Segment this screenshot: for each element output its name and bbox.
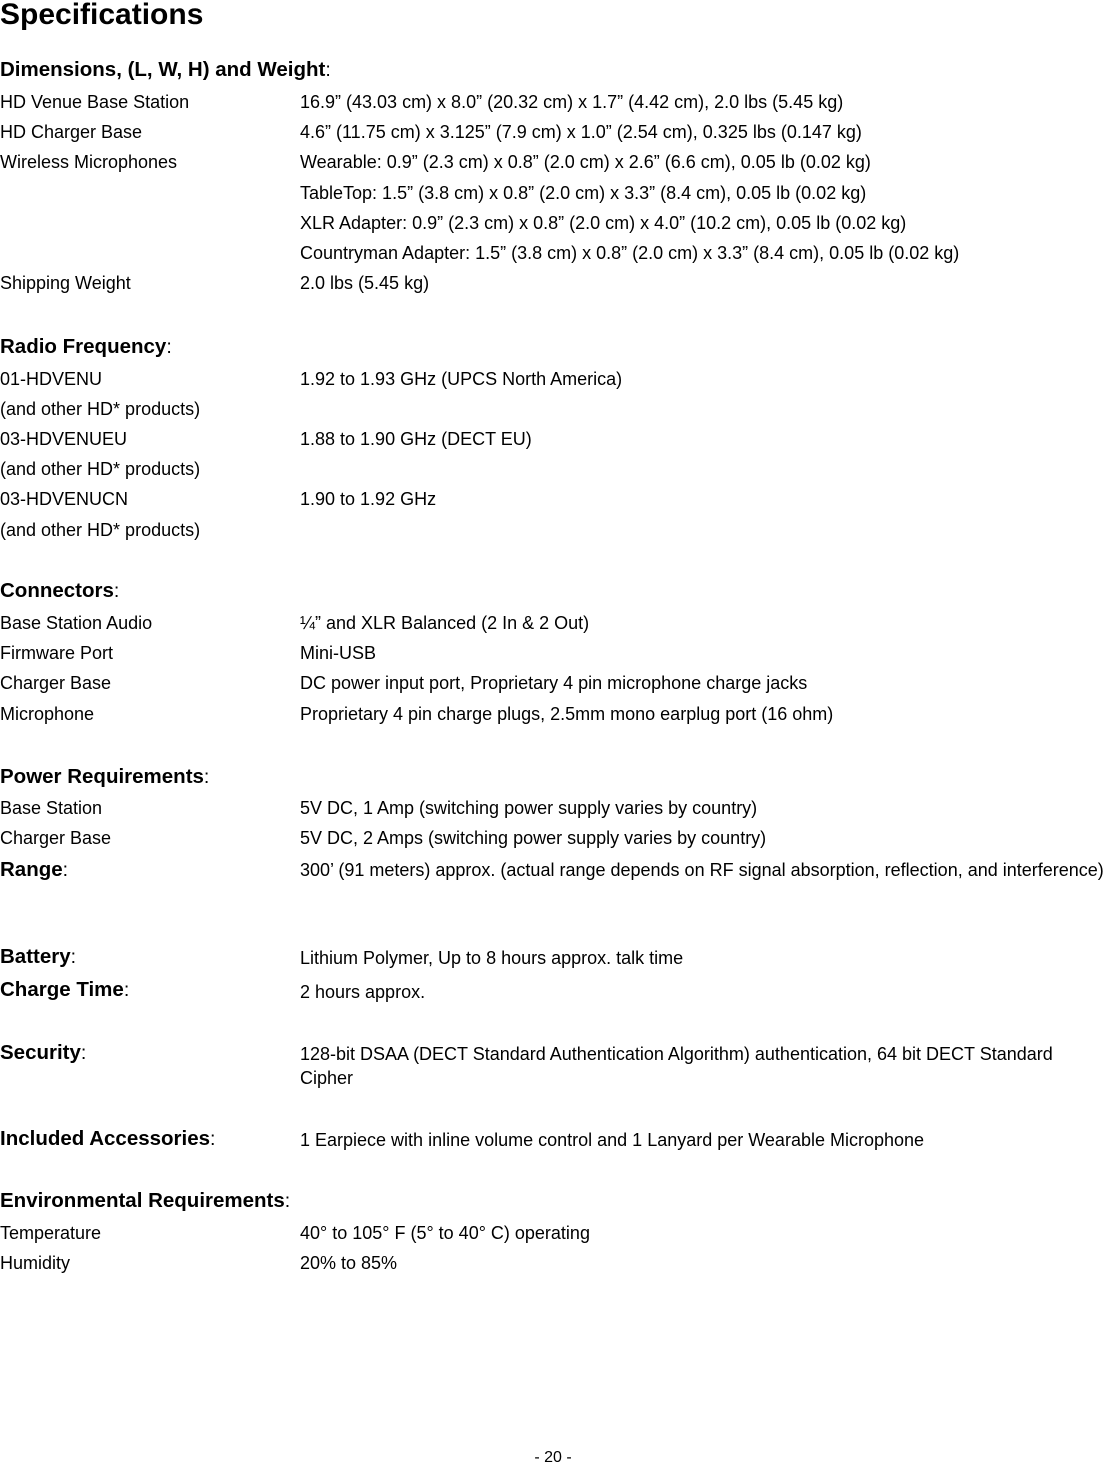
heading-colon: : [70, 946, 77, 968]
spec-label: (and other HD* products) [0, 399, 201, 419]
heading-colon: : [80, 1042, 87, 1064]
section-heading-radio-frequency [0, 335, 172, 359]
page-number: - 20 - [534, 1449, 572, 1466]
spec-value: XLR Adapter: 0.9” (2.3 cm) x 0.8” (2.0 cm) x 4.0” (10.2 cm), 0.05 lb (0.02 kg) [300, 213, 907, 233]
section-heading-battery [0, 945, 76, 969]
heading-text: Charge Time [0, 978, 124, 1001]
heading-colon: : [203, 766, 210, 788]
spec-value: 5V DC, 1 Amp (switching power supply varies by country) [300, 798, 758, 818]
heading-text: Range [0, 858, 63, 881]
section-heading-security [0, 1041, 86, 1065]
heading-colon: : [123, 979, 130, 1001]
spec-value: Proprietary 4 pin charge plugs, 2.5mm mono earplug port (16 ohm) [300, 704, 834, 724]
spec-value: Lithium Polymer, Up to 8 hours approx. talk time [300, 948, 684, 968]
heading-colon: : [166, 336, 172, 358]
spec-value: 300’ (91 meters) approx. (actual range depends on RF signal absorption, reflection, and interference) [300, 860, 1104, 880]
spec-value: ¼” and XLR Balanced (2 In & 2 Out) [300, 613, 590, 633]
spec-label: Charger Base [0, 673, 112, 693]
spec-label: 03-HDVENUCN [0, 489, 129, 509]
spec-label: Wireless Microphones [0, 152, 178, 172]
spec-label: (and other HD* products) [0, 459, 201, 479]
spec-label: Humidity [0, 1253, 71, 1273]
heading-colon: : [62, 859, 69, 881]
spec-value: 1.90 to 1.92 GHz [300, 489, 437, 509]
spec-value: DC power input port, Proprietary 4 pin microphone charge jacks [300, 673, 808, 693]
heading-colon: : [325, 59, 331, 81]
spec-value: 128-bit DSAA (DECT Standard Authentication Algorithm) authentication, 64 bit DECT Standard Cipher [300, 1044, 1053, 1088]
spec-value: 5V DC, 2 Amps (switching power supply varies by country) [300, 828, 767, 848]
heading-text: Dimensions, (L, W, H) and Weight [0, 58, 326, 81]
spec-label: 01-HDVENU [0, 369, 103, 389]
spec-label: Firmware Port [0, 643, 114, 663]
spec-label: 03-HDVENUEU [0, 429, 128, 449]
heading-colon: : [113, 580, 120, 602]
heading-colon: : [284, 1190, 291, 1212]
spec-value: 2.0 lbs (5.45 kg) [300, 273, 430, 293]
spec-value: 4.6” (11.75 cm) x 3.125” (7.9 cm) x 1.0” (2.54 cm), 0.325 lbs (0.147 kg) [300, 122, 862, 142]
spec-value: 1.88 to 1.90 GHz (DECT EU) [300, 429, 532, 449]
heading-text: Power Requirements [0, 765, 204, 788]
heading-text: Included Accessories [0, 1127, 211, 1150]
spec-label: HD Charger Base [0, 122, 143, 142]
spec-value: 1 Earpiece with inline volume control and 1 Lanyard per Wearable Microphone [300, 1130, 925, 1150]
heading-text: Battery [0, 945, 71, 968]
section-heading-power [0, 765, 209, 789]
spec-value: Wearable: 0.9” (2.3 cm) x 0.8” (2.0 cm) x 2.6” (6.6 cm), 0.05 lb (0.02 kg) [300, 152, 871, 172]
spec-label: HD Venue Base Station [0, 92, 190, 112]
spec-value: 2 hours approx. [300, 982, 426, 1002]
spec-value: 16.9” (43.03 cm) x 8.0” (20.32 cm) x 1.7” (4.42 cm), 2.0 lbs (5.45 kg) [300, 92, 844, 112]
heading-text: Connectors [0, 579, 114, 602]
spec-value: 40° to 105° F (5° to 40° C) operating [300, 1223, 590, 1243]
spec-value: 1.92 to 1.93 GHz (UPCS North America) [300, 369, 623, 389]
spec-value: 20% to 85% [300, 1253, 398, 1273]
heading-text: Environmental Requirements [0, 1189, 285, 1212]
heading-text: Security [0, 1041, 81, 1064]
spec-label: Shipping Weight [0, 273, 131, 293]
section-heading-environmental [0, 1189, 290, 1213]
spec-label: (and other HD* products) [0, 520, 201, 540]
spec-value: TableTop: 1.5” (3.8 cm) x 0.8” (2.0 cm) x 3.3” (8.4 cm), 0.05 lb (0.02 kg) [300, 183, 867, 203]
section-heading-range [0, 858, 68, 882]
section-heading-charge-time [0, 978, 129, 1002]
heading-colon: : [210, 1128, 216, 1150]
section-heading-accessories [0, 1127, 215, 1151]
spec-label: Temperature [0, 1223, 102, 1243]
section-heading-dimensions [0, 58, 331, 82]
spec-label: Base Station [0, 798, 103, 818]
spec-value: Countryman Adapter: 1.5” (3.8 cm) x 0.8” (2.0 cm) x 3.3” (8.4 cm), 0.05 lb (0.02 kg) [300, 243, 960, 263]
spec-label: Base Station Audio [0, 613, 153, 633]
spec-value: Mini-USB [300, 643, 377, 663]
spec-label: Charger Base [0, 828, 112, 848]
section-heading-connectors [0, 579, 119, 603]
spec-label: Microphone [0, 704, 95, 724]
heading-text: Radio Frequency [0, 335, 167, 358]
page-title: Specifications [0, 0, 204, 31]
